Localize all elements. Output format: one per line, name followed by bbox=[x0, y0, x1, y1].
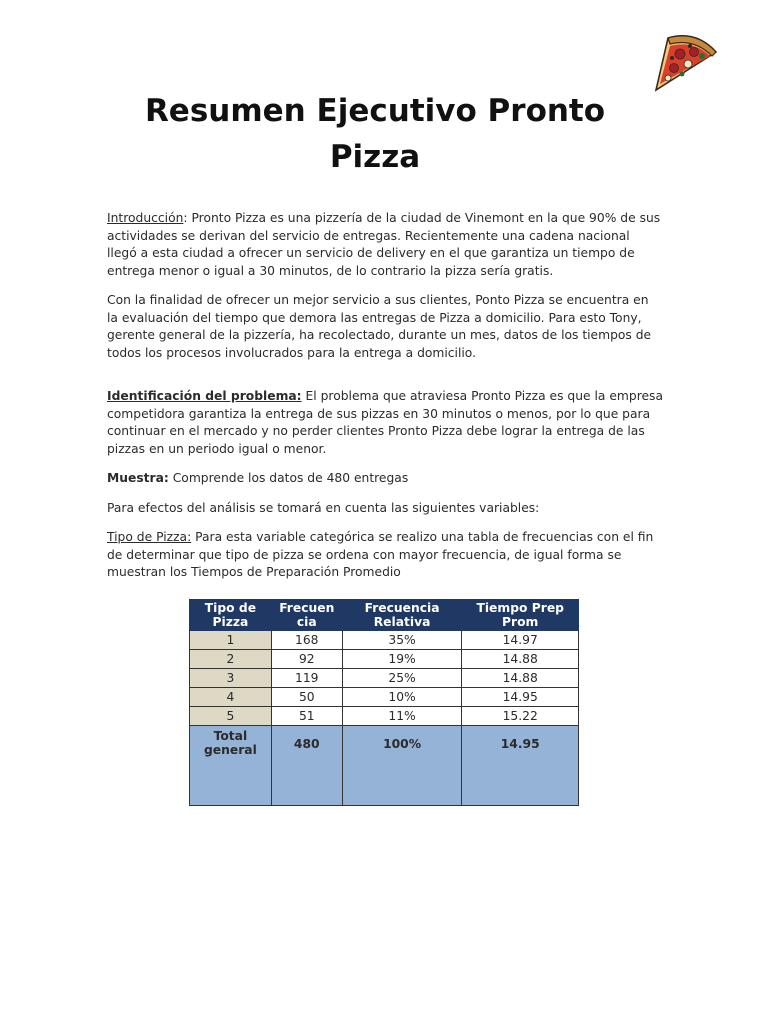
table-cell: 14.95 bbox=[462, 688, 579, 707]
table-cell: 10% bbox=[342, 688, 462, 707]
table-cell: 1 bbox=[190, 631, 272, 650]
problem-text: El problema que atraviesa Pronto Pizza es que la empresa competidora garantiza la entrega de sus pizzas en 30 minutos o menos, por lo que para continuar en el mercado y no perder clientes Pronto Pizza debe lograr la entrega de las pizzas en un periodo igual o menor. bbox=[107, 389, 663, 456]
total-cell: 100% bbox=[342, 726, 462, 806]
total-label-cell: Total general bbox=[190, 726, 272, 806]
evaluation-paragraph: Con la finalidad de ofrecer un mejor servicio a sus clientes, Ponto Pizza se encuentra en la evaluación del tiempo que demora las entregas de Pizza a domicilio. Para esto Tony, gerente general de la pizzería, ha recolectado, durante un mes, datos de los tiempos de todos los procesos involucrados para la entrega a domicilio. bbox=[107, 293, 652, 360]
table-cell: 15.22 bbox=[462, 707, 579, 726]
sample-label: Muestra: bbox=[107, 471, 169, 485]
intro-label: Introducción bbox=[107, 211, 184, 225]
total-cell: 14.95 bbox=[462, 726, 579, 806]
table-cell: 2 bbox=[190, 650, 272, 669]
problem-paragraph bbox=[107, 388, 663, 458]
pizza-type-text: Para esta variable categórica se realizo una tabla de frecuencias con el fin de determinar que tipo de pizza se ordena con mayor frecuencia, de igual forma se muestran los Tiempos de Preparación Promedio bbox=[107, 530, 654, 579]
table-cell: 25% bbox=[342, 669, 462, 688]
table-total-row bbox=[190, 726, 579, 806]
header-cell: Tipo de Pizza bbox=[190, 600, 272, 631]
table-cell: 14.88 bbox=[462, 650, 579, 669]
document-title: Resumen Ejecutivo Pronto Pizza bbox=[144, 93, 606, 175]
table-row bbox=[190, 631, 579, 650]
table-cell: 168 bbox=[271, 631, 342, 650]
table-row bbox=[190, 650, 579, 669]
table-cell: 3 bbox=[190, 669, 272, 688]
pizza-type-label: Tipo de Pizza: bbox=[107, 530, 192, 544]
sample-paragraph bbox=[107, 470, 663, 488]
table-cell: 14.88 bbox=[462, 669, 579, 688]
table-cell: 119 bbox=[271, 669, 342, 688]
intro-text: : Pronto Pizza es una pizzería de la ciudad de Vinemont en la que 90% de sus actividades se derivan del servicio de entregas. Recientemente una cadena nacional llegó a esta ciudad a ofrecer un servicio de delivery en el que garantiza un tiempo de entrega menor o igual a 30 minutos, de lo contrario la pizza sería gratis. bbox=[107, 211, 661, 278]
table-row bbox=[190, 669, 579, 688]
table-row bbox=[190, 707, 579, 726]
header-cell: Tiempo Prep Prom bbox=[462, 600, 579, 631]
problem-label: Identificación del problema: bbox=[107, 389, 302, 403]
variables-paragraph: Para efectos del análisis se tomará en cuenta las siguientes variables: bbox=[107, 500, 540, 515]
header-cell: Frecuen cia bbox=[271, 600, 342, 631]
table-cell: 50 bbox=[271, 688, 342, 707]
table-cell: 92 bbox=[271, 650, 342, 669]
header-cell: Frecuencia Relativa bbox=[342, 600, 462, 631]
table-cell: 35% bbox=[342, 631, 462, 650]
table-cell: 4 bbox=[190, 688, 272, 707]
table-cell: 5 bbox=[190, 707, 272, 726]
pizza-type-paragraph bbox=[107, 529, 663, 582]
sample-text: Comprende los datos de 480 entregas bbox=[168, 471, 409, 485]
table-cell: 11% bbox=[342, 707, 462, 726]
total-cell: 480 bbox=[271, 726, 342, 806]
table-header-row bbox=[190, 600, 579, 631]
table-cell: 51 bbox=[271, 707, 342, 726]
table-cell: 14.97 bbox=[462, 631, 579, 650]
frequency-table bbox=[189, 599, 579, 806]
pizza-slice-icon bbox=[650, 24, 722, 96]
table-cell: 19% bbox=[342, 650, 462, 669]
document-body bbox=[107, 210, 663, 594]
table-row bbox=[190, 688, 579, 707]
intro-paragraph bbox=[107, 210, 663, 280]
